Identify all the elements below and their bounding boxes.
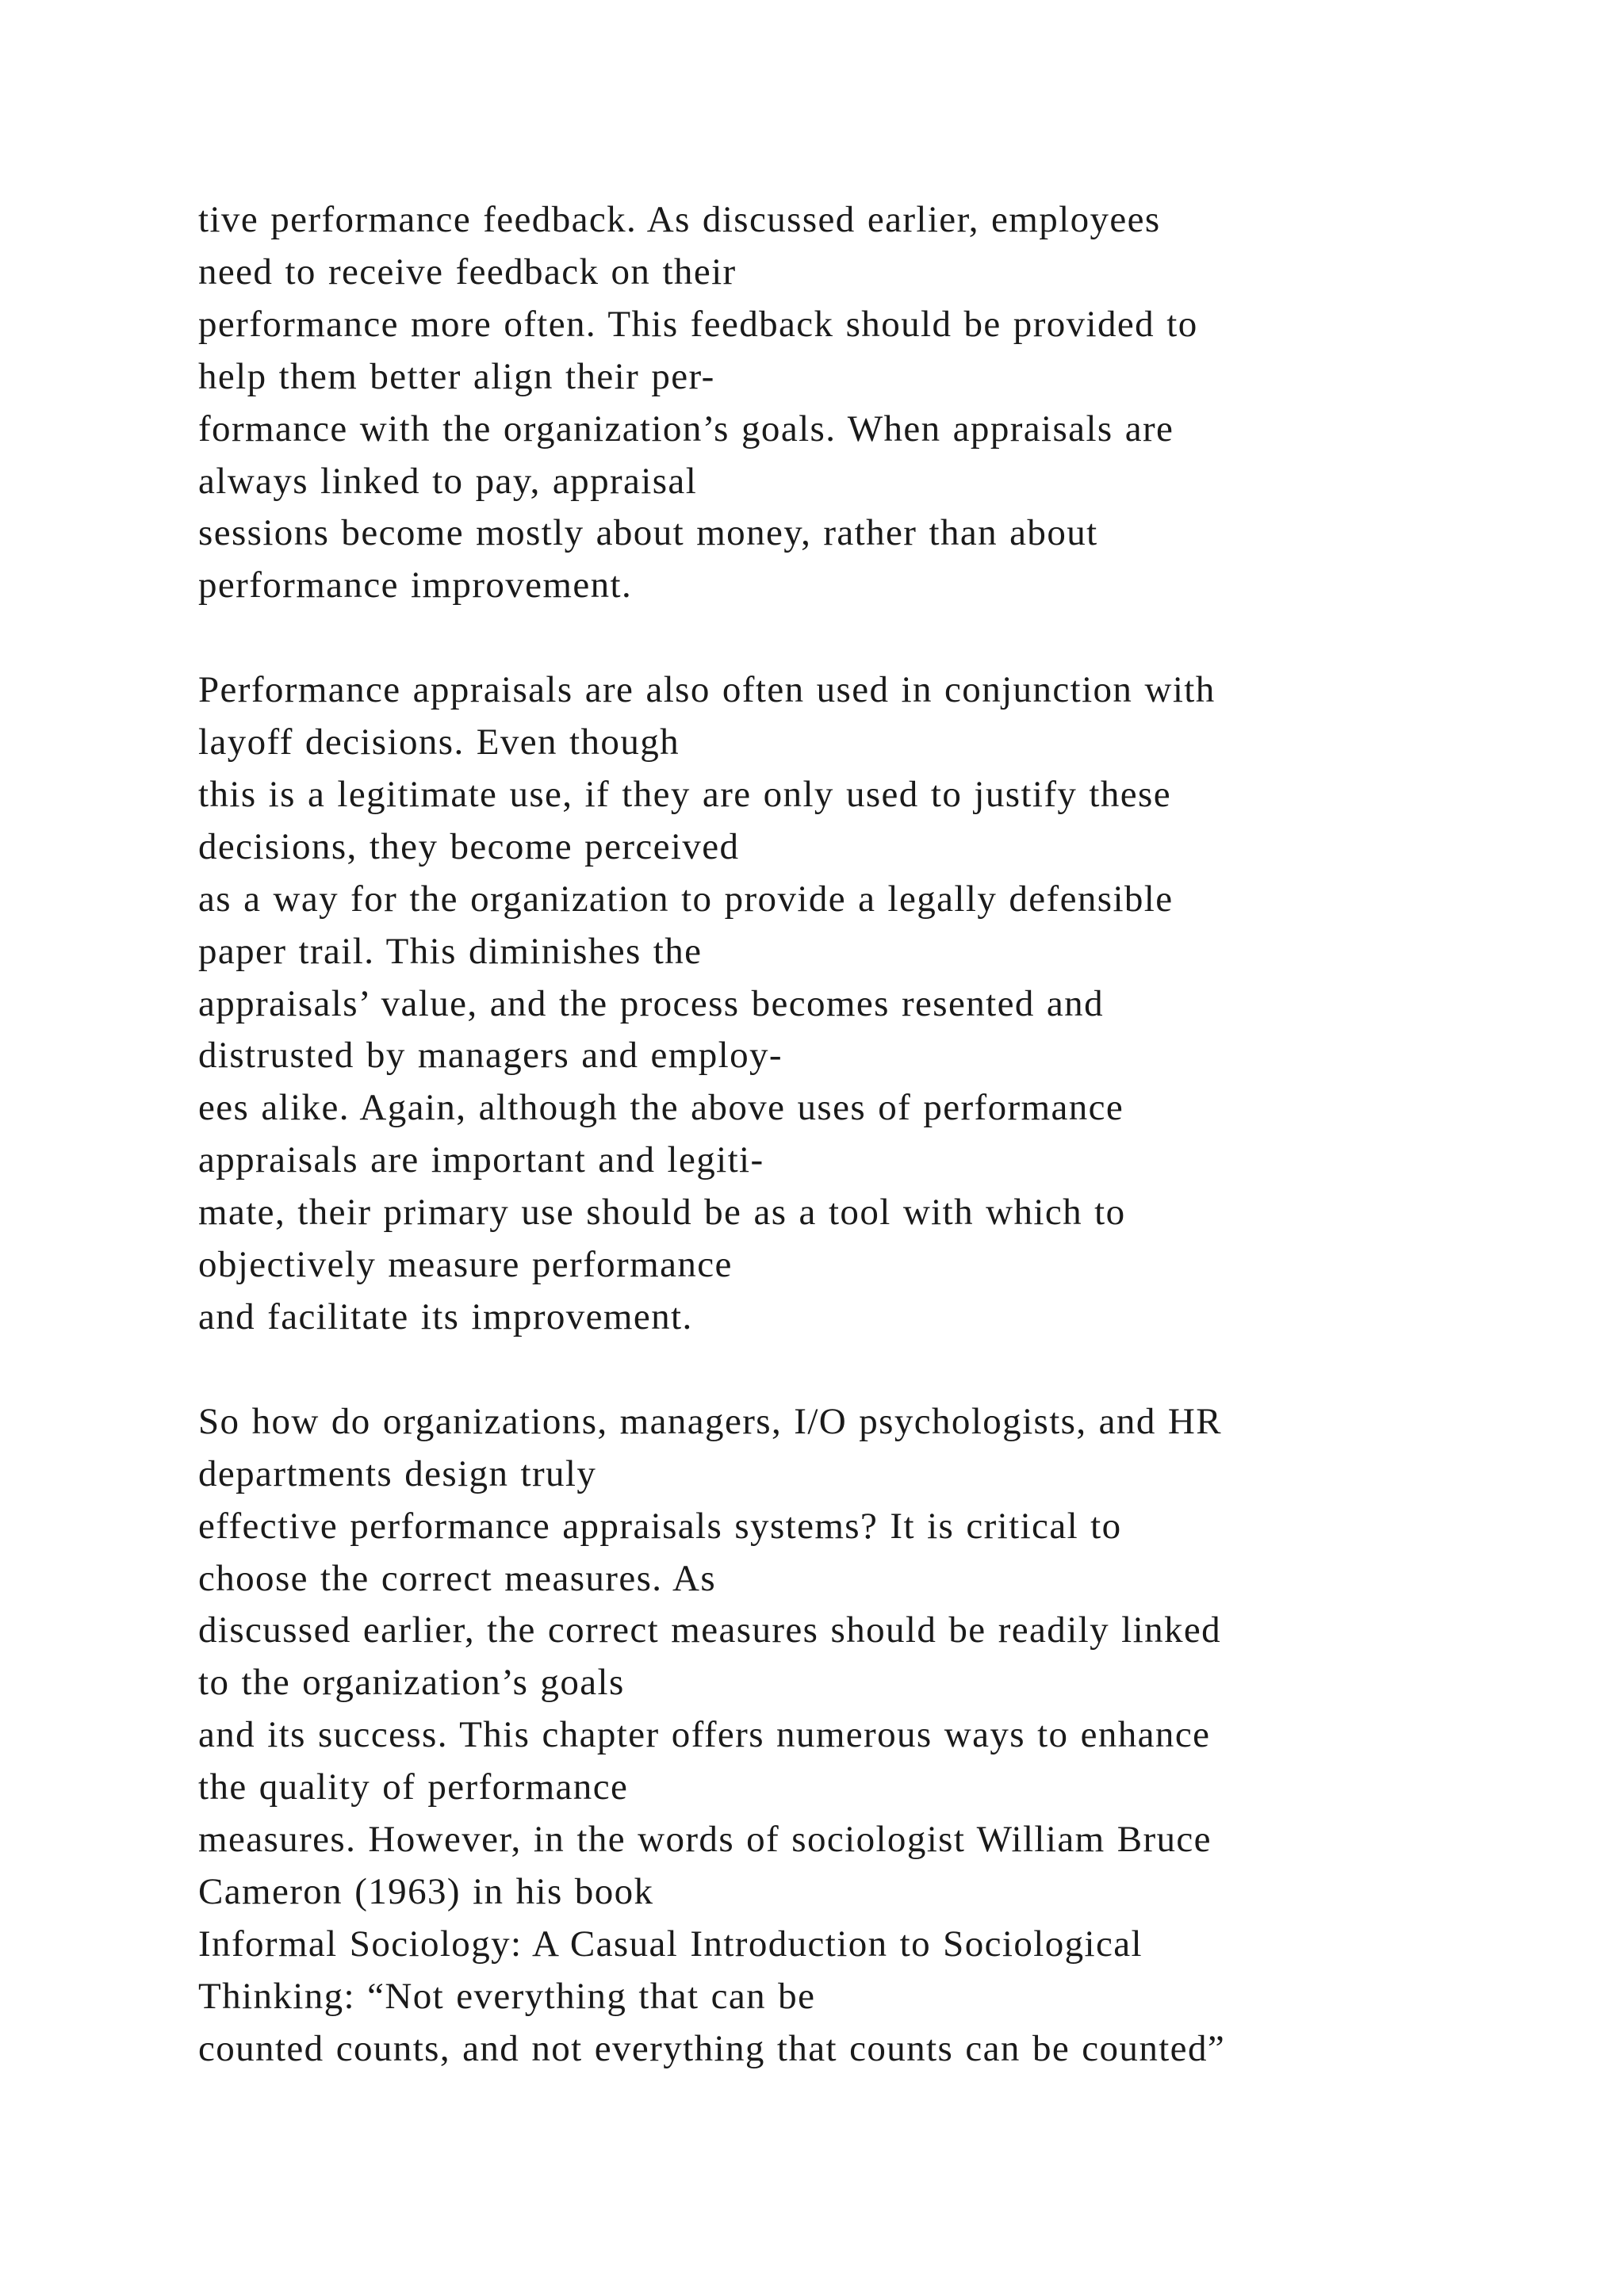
- text-line: to the organization’s goals: [198, 1662, 625, 1704]
- text-line: objectively measure performance: [198, 1244, 733, 1286]
- text-line: measures. However, in the words of sociologist William Bruce: [198, 1819, 1212, 1861]
- text-line: sessions become mostly about money, rather than about: [198, 512, 1098, 554]
- text-line: appraisals’ value, and the process becomes resented and: [198, 982, 1104, 1024]
- text-line: ees alike. Again, although the above uses of performance: [198, 1087, 1124, 1129]
- text-line: Performance appraisals are also often used in conjunction with: [198, 669, 1216, 711]
- text-line: and facilitate its improvement.: [198, 1296, 693, 1338]
- text-line: tive performance feedback. As discussed earlier, employees: [198, 199, 1161, 240]
- text-line: Cameron (1963) in his book: [198, 1870, 654, 1912]
- text-line: Thinking: “Not everything that can be: [198, 1975, 816, 2017]
- text-line: need to receive feedback on their: [198, 251, 737, 293]
- paragraph-2: [198, 664, 1610, 1344]
- text-line: departments design truly: [198, 1452, 597, 1494]
- text-line: decisions, they become perceived: [198, 825, 740, 867]
- text-line: mate, their primary use should be as a tool with which to: [198, 1192, 1126, 1234]
- text-line: this is a legitimate use, if they are only used to justify these: [198, 773, 1172, 815]
- text-line: always linked to pay, appraisal: [198, 460, 698, 502]
- text-line: performance more often. This feedback should be provided to: [198, 303, 1198, 345]
- text-line: Informal Sociology: A Casual Introduction to Sociological: [198, 1923, 1143, 1965]
- body-text: [198, 194, 1610, 2127]
- text-line: effective performance appraisals systems? It is critical to: [198, 1505, 1122, 1547]
- paragraph-1: [198, 194, 1610, 612]
- text-line: So how do organizations, managers, I/O psychologists, and HR: [198, 1400, 1222, 1442]
- text-line: distrusted by managers and employ-: [198, 1035, 783, 1077]
- text-line: choose the correct measures. As: [198, 1557, 717, 1599]
- text-line: paper trail. This diminishes the: [198, 930, 703, 972]
- text-line: performance improvement.: [198, 564, 633, 607]
- text-line: and its success. This chapter offers numerous ways to enhance: [198, 1714, 1211, 1756]
- paragraph-3: [198, 1396, 1610, 2076]
- text-line: formance with the organization’s goals. When appraisals are: [198, 408, 1174, 450]
- text-line: appraisals are important and legiti-: [198, 1139, 764, 1181]
- text-line: discussed earlier, the correct measures should be readily linked: [198, 1609, 1222, 1651]
- text-line: counted counts, and not everything that counts can be counted”: [198, 2027, 1226, 2069]
- text-line: the quality of performance: [198, 1766, 629, 1808]
- text-line: as a way for the organization to provide a legally defensible: [198, 878, 1174, 920]
- text-line: layoff decisions. Even though: [198, 721, 680, 763]
- text-line: help them better align their per-: [198, 355, 715, 397]
